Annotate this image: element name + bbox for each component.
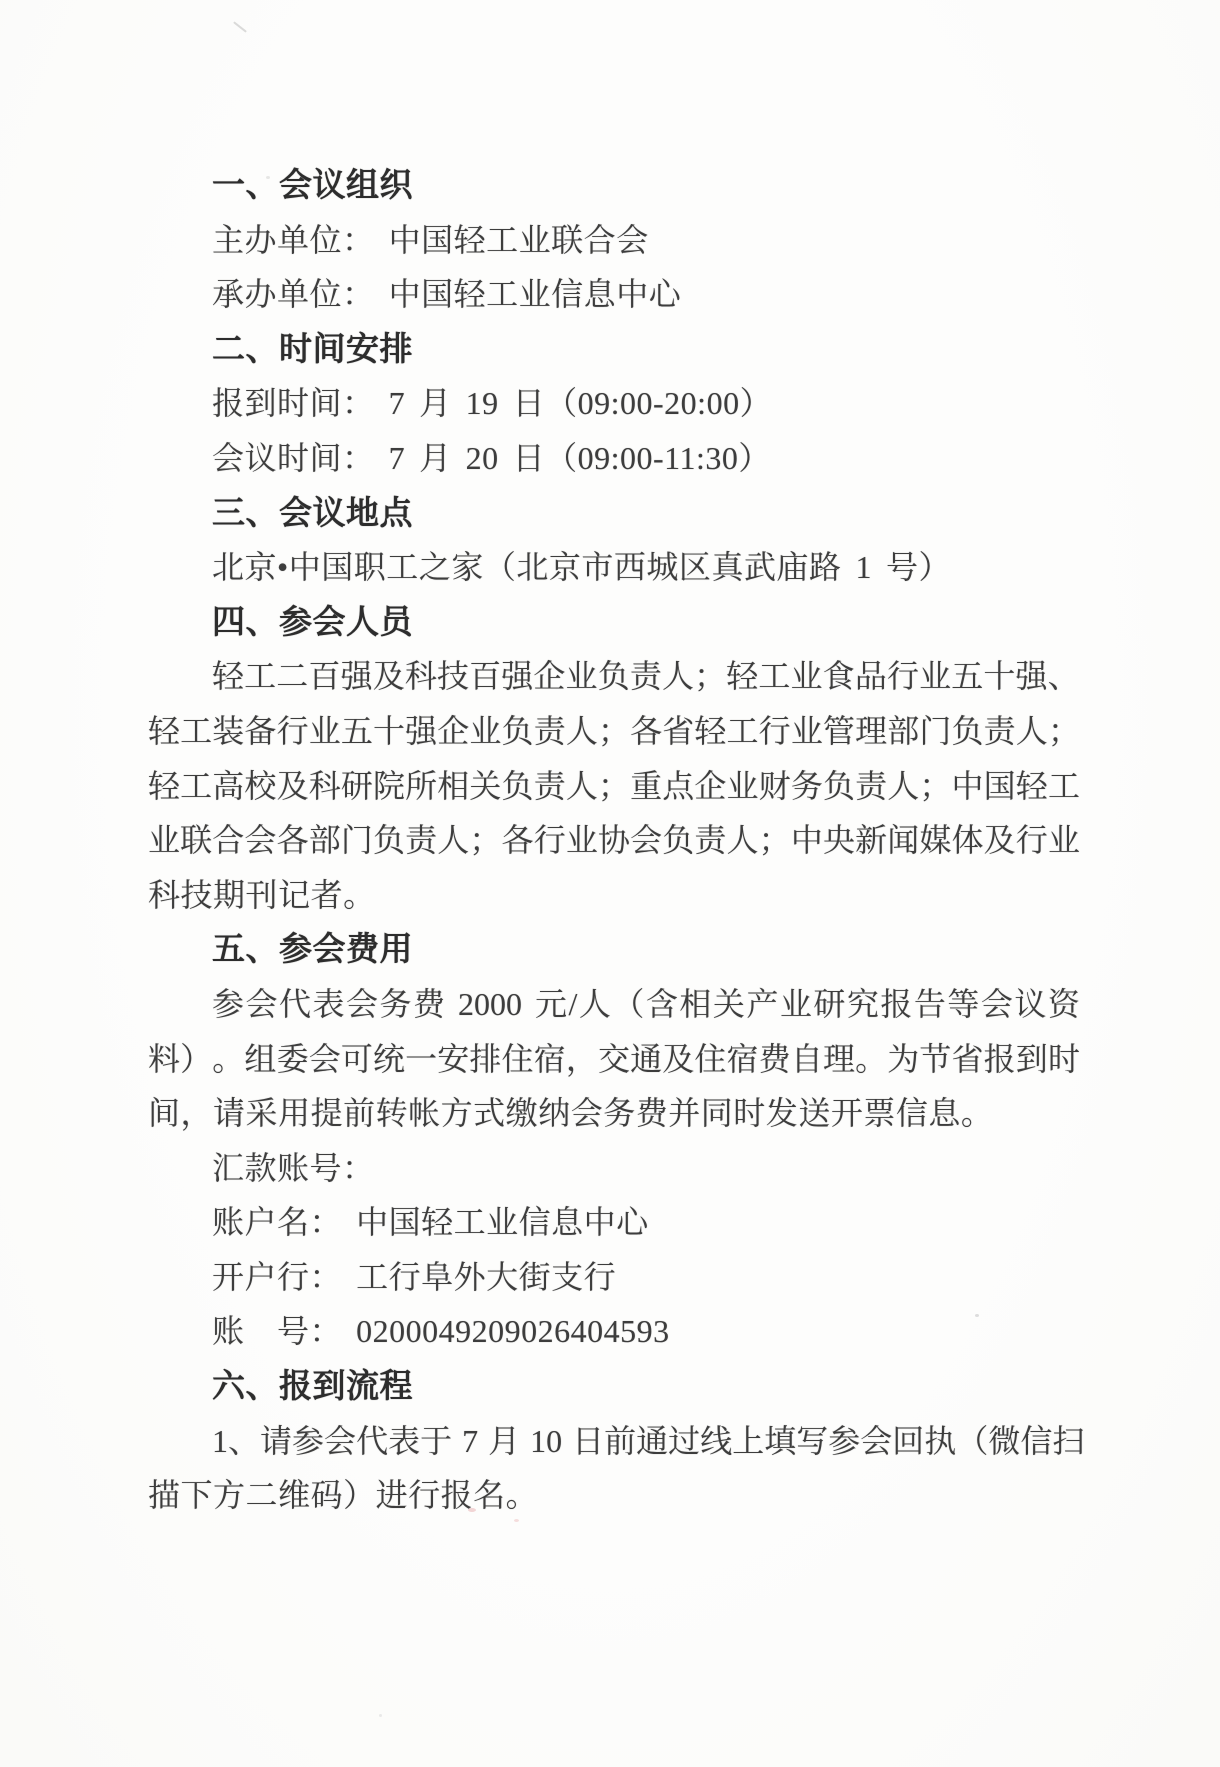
heading-participants: 四、参会人员 bbox=[212, 602, 413, 640]
line-bank-branch: 开户行： 工行阜外大街支行 bbox=[212, 1258, 617, 1295]
line-registration-2: 描下方二维码）进行报名。 bbox=[148, 1477, 539, 1514]
line-fees-2: 料 ） 。 组 委 会 可 统 一 安 排 住 宿 ， 交 通 及 住 宿 费 自 理 。 为 节 省 报 到 时 bbox=[148, 1040, 1080, 1077]
line-participants-3: 轻 工 高 校 及 科 研 院 所 相 关 负 责 人 ； 重 点 企 业 财 务 负 责 人 ； 中 国 轻 工 bbox=[148, 767, 1080, 804]
line-remittance-label: 汇款账号： bbox=[212, 1149, 375, 1186]
heading-meeting-organization: 一、会议组织 bbox=[212, 166, 413, 203]
scan-artifact bbox=[233, 21, 247, 32]
line-fees-3: 间，请采用提前转帐方式缴纳会务费并同时发送开票信息。 bbox=[148, 1095, 994, 1132]
line-participants-1: 轻 工 二 百 强 及 科 技 百 强 企 业 负 责 人 ； 轻 工 业 食 品 行 业 五 十 强 、 bbox=[212, 658, 1080, 695]
line-fees-1: 参 会 代 表 会 务 费 2000 元 / 人 （ 含 相 关 产 业 研 究 报 告 等 会 议 资 bbox=[212, 985, 1080, 1022]
scan-artifact bbox=[379, 1714, 382, 1717]
line-registration-1: 1 、 请 参 会 代 表 于 7 月 10 日 前 通 过 线 上 填 写 参 会 回 执 （ 微 信 扫 bbox=[212, 1422, 1085, 1459]
heading-venue: 三、会议地点 bbox=[212, 493, 413, 531]
line-host-unit: 主办单位： 中国轻工业联合会 bbox=[212, 221, 649, 258]
line-account-name: 账户名： 中国轻工业信息中心 bbox=[212, 1204, 649, 1241]
line-participants-4: 业 联 合 会 各 部 门 负 责 人 ； 各 行 业 协 会 负 责 人 ； 中 央 新 闻 媒 体 及 行 业 bbox=[148, 822, 1080, 859]
line-participants-2: 轻 工 装 备 行 业 五 十 强 企 业 负 责 人 ； 各 省 轻 工 行 业 管 理 部 门 负 责 人 ； bbox=[148, 712, 1080, 749]
document-body bbox=[148, 158, 1085, 1523]
heading-schedule: 二、时间安排 bbox=[212, 329, 413, 367]
heading-registration: 六、报到流程 bbox=[212, 1367, 413, 1405]
line-meeting-time: 会议时间： 7 月 20 日（09:00-11:30） bbox=[212, 439, 771, 476]
heading-fees: 五、参会费用 bbox=[212, 930, 413, 968]
line-checkin-time: 报到时间： 7 月 19 日（09:00-20:00） bbox=[212, 385, 773, 422]
line-venue: 北京•中国职工之家（北京市西城区真武庙路 1 号） bbox=[212, 549, 952, 586]
line-account-number: 账 号： 0200049209026404593 bbox=[212, 1313, 670, 1350]
line-participants-5: 科技期刊记者。 bbox=[148, 876, 376, 913]
line-organizer-unit: 承办单位： 中国轻工业信息中心 bbox=[212, 276, 682, 313]
